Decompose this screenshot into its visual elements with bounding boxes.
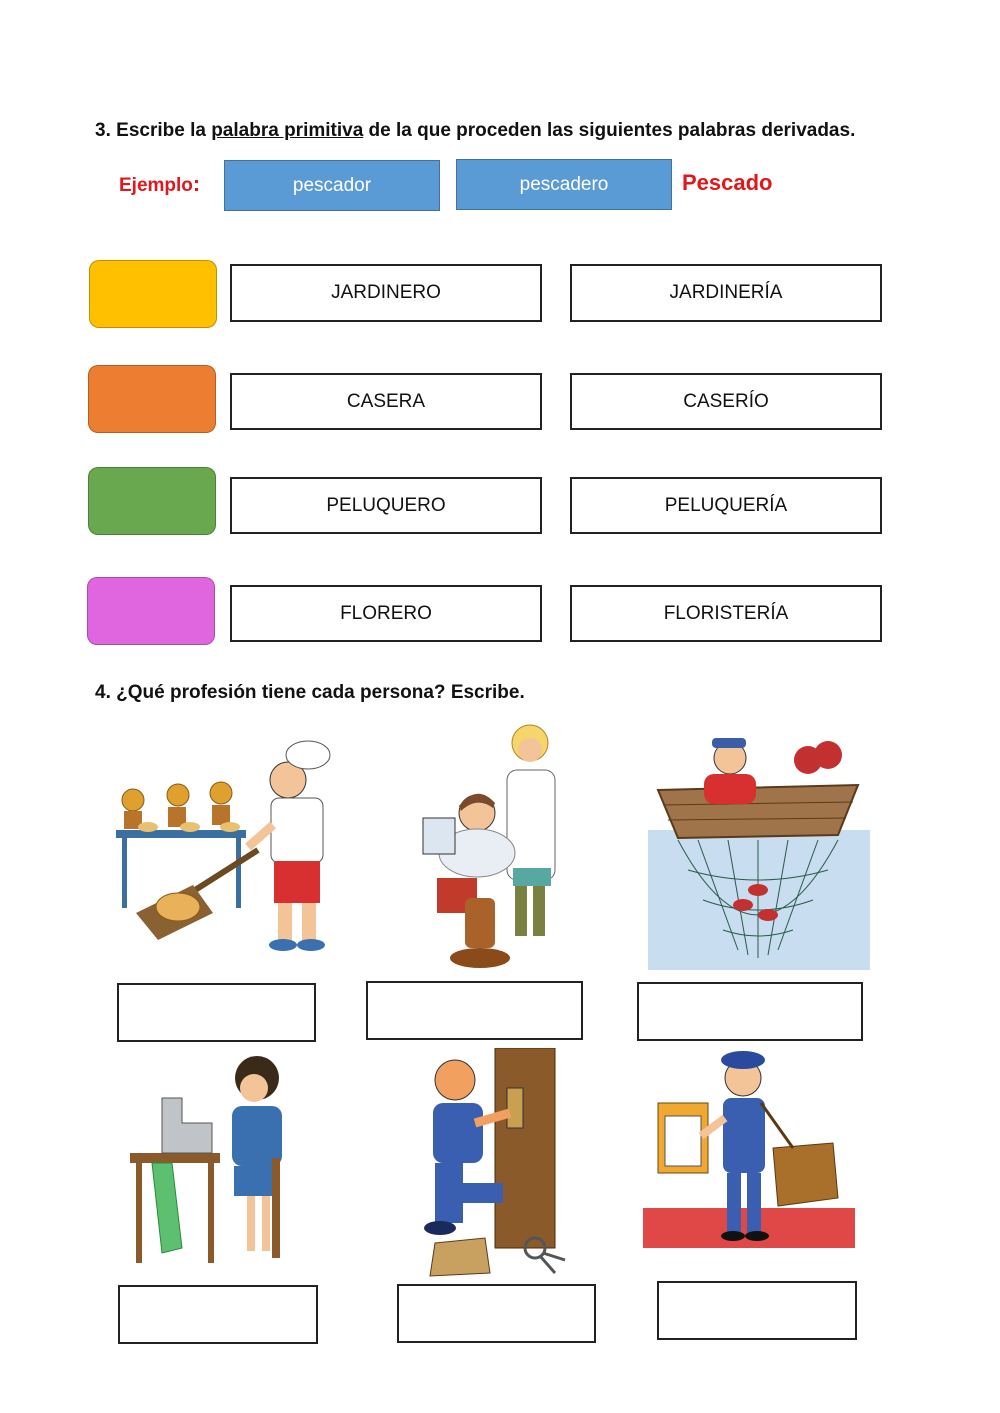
postman-illustration bbox=[643, 1048, 855, 1270]
answer-box-5[interactable] bbox=[397, 1284, 596, 1343]
locksmith-illustration bbox=[415, 1048, 575, 1283]
title-text: ¿Qué profesión tiene cada persona? Escribe. bbox=[116, 682, 525, 703]
derived-word-box: CASERA bbox=[230, 373, 542, 430]
baker-illustration bbox=[108, 735, 353, 955]
section-3-title bbox=[95, 120, 855, 142]
section-number: 3. bbox=[95, 120, 111, 141]
derived-word-box: FLORERO bbox=[230, 585, 542, 642]
derived-word-box: JARDINERÍA bbox=[570, 264, 882, 322]
derived-word-box: PELUQUERO bbox=[230, 477, 542, 534]
example-answer: Pescado bbox=[682, 170, 773, 195]
answer-box-2[interactable] bbox=[366, 981, 583, 1040]
hairdresser-illustration bbox=[415, 718, 565, 973]
fisherman-illustration bbox=[648, 730, 870, 970]
answer-box-1[interactable] bbox=[117, 983, 316, 1042]
answer-swatch-2[interactable] bbox=[88, 365, 216, 433]
derived-word-box: CASERÍO bbox=[570, 373, 882, 430]
derived-word-box: JARDINERO bbox=[230, 264, 542, 322]
title-post: de la que proceden las siguientes palabras derivadas. bbox=[368, 120, 856, 141]
answer-box-6[interactable] bbox=[657, 1281, 857, 1340]
seamstress-illustration bbox=[122, 1048, 297, 1270]
answer-swatch-4[interactable] bbox=[87, 577, 215, 645]
example-label: Ejemplo: bbox=[119, 171, 201, 196]
derived-word-box: PELUQUERÍA bbox=[570, 477, 882, 534]
answer-box-4[interactable] bbox=[118, 1285, 318, 1344]
answer-box-3[interactable] bbox=[637, 982, 863, 1041]
title-pre: Escribe la bbox=[116, 120, 206, 141]
example-word-box-1: pescador bbox=[224, 160, 440, 211]
derived-word-box: FLORISTERÍA bbox=[570, 585, 882, 642]
example-word-box-2: pescadero bbox=[456, 159, 672, 210]
answer-swatch-1[interactable] bbox=[89, 260, 217, 328]
answer-swatch-3[interactable] bbox=[88, 467, 216, 535]
title-underlined: palabra primitiva bbox=[211, 120, 364, 141]
section-4-title bbox=[95, 682, 525, 704]
section-number: 4. bbox=[95, 682, 111, 703]
